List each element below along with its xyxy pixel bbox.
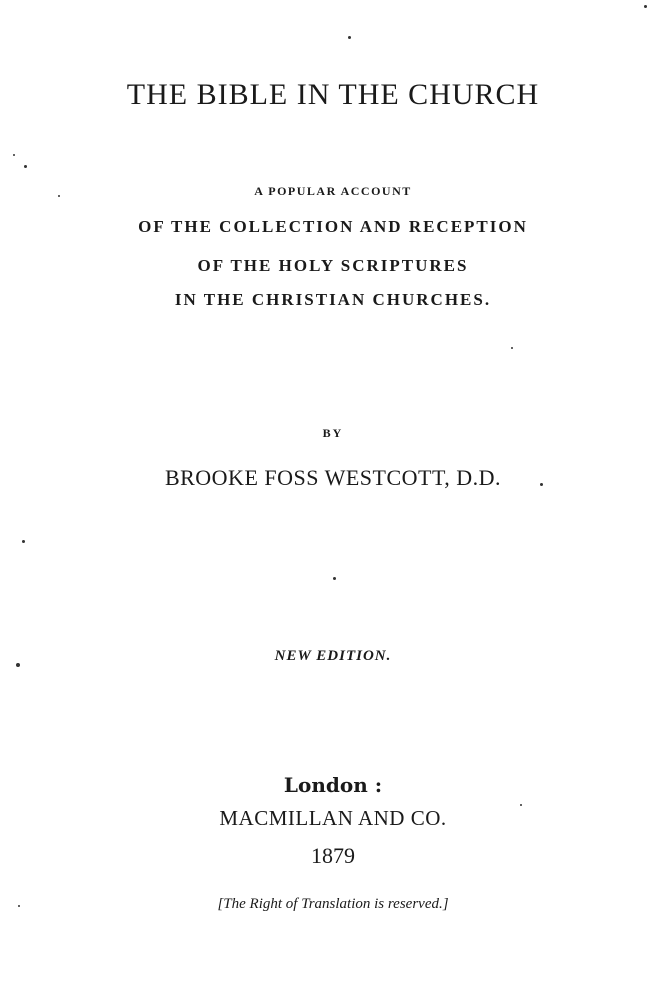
scan-speck: [520, 804, 522, 806]
edition-note: NEW EDITION.: [274, 648, 392, 664]
publisher-name: MACMILLAN AND CO.: [219, 806, 447, 830]
scan-speck: [18, 905, 20, 907]
scan-speck: [16, 663, 20, 667]
scan-speck: [58, 195, 60, 197]
scan-speck: [24, 165, 27, 168]
subtitle-line-1: A POPULAR ACCOUNT: [254, 184, 412, 198]
author-name: BROOKE FOSS WESTCOTT, D.D.: [164, 465, 502, 490]
publication-year: 1879: [311, 843, 355, 868]
book-title: THE BIBLE IN THE CHURCH: [126, 78, 540, 111]
by-line: BY: [322, 426, 344, 440]
rights-notice: [The Right of Translation is reserved.]: [217, 896, 449, 912]
scan-speck: [13, 154, 15, 156]
scan-speck: [644, 5, 647, 8]
subtitle-line-4: IN THE CHRISTIAN CHURCHES.: [174, 290, 492, 309]
subtitle-line-2: OF THE COLLECTION AND RECEPTION: [138, 217, 528, 236]
subtitle-line-3: OF THE HOLY SCRIPTURES: [197, 256, 469, 275]
scan-speck: [22, 540, 25, 543]
scan-speck: [333, 577, 336, 580]
scan-speck: [348, 36, 351, 39]
scan-speck: [540, 483, 543, 486]
publication-place: London :: [283, 773, 383, 797]
scan-speck: [511, 347, 513, 349]
